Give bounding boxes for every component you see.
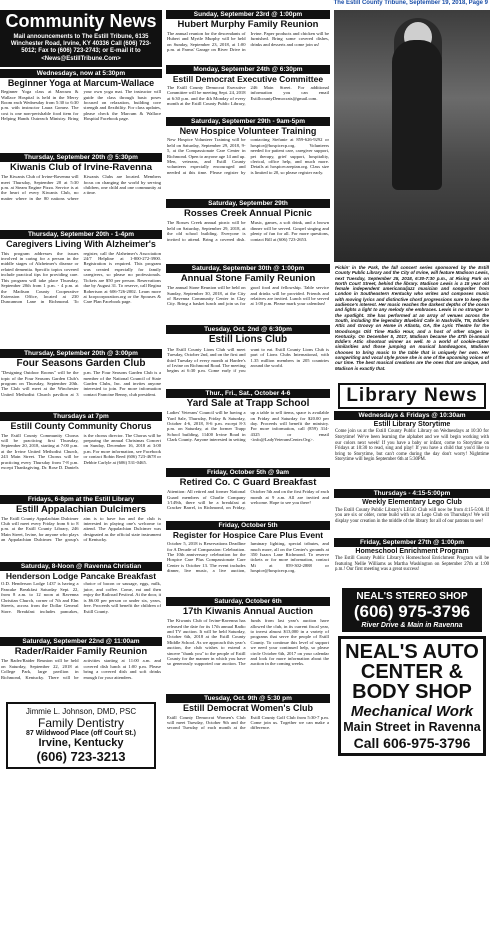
event-body: Attention: All retired and former National Guard members of Charlie Company 1/149th, there will be a breakfast at Cracker Barrel, in Richmond, on Friday, October 5th and on the first Friday of each month at 9 a.m. All are invited and welcome. Hope to see you there!: [167, 489, 329, 511]
event-body: The Kiwanis Club of Irvine-Ravenna has released the date for its 17th annual Radio and TV auction. It will be held Saturday, October 6th, 2018 at the Estill County Middle School. As we approach this year's auction, the club wishes to extend a sincere "thank you" to the people of Estill County for the manner in which you have so generously supported our auction. The funds from last year's auction have allowed the club, in its current fiscal year, to invest almost $13,000 in a variety of programs that serve the people of Estill County. To continue this level of support we need your continued help, so please circle October 6th, 2017 on your calendar and look for more information about the auction in the coming weeks.: [167, 618, 329, 667]
ad-neals-auto: [338, 636, 486, 756]
event-body: This program addresses the issues involved in caring for a person in the middle stages of Alzheimer's disease or related dementia. Specific topics covered include practical tips for providing care. This program will take place Thursday, September 20th from 1 p.m. - 4 p.m. at the Madison County Cooperative Extension Office, located at 230 Duncannon Lane in Richmond. To register, call the Alzheimer's Association 24/7 Helpline at 1-800-272-3900. Registration is required. This program was created especially for family caregivers, so please no professionals. Tickets are $50 per person. Reservations due by August 31. To reserve, call Regina Robertson at 606-726-2002. Learn more at kcopcorporation.org or the Spouses & Care Plan Facebook page.: [1, 250, 161, 305]
community-news-banner: [0, 10, 162, 67]
ad-phone: (606) 975-3796: [353, 602, 471, 622]
madison-lewis-photo: [334, 10, 490, 262]
event-body: O.D. Henderson Lodge 1437 is having a Pancake Breakfast Saturday Sept. 22, from 8 a.m. to 12 noon at Ravenna Christian Church, corner of 7th and Elm Streets, across from the Dollar General Store. Breakfast includes pancakes, choice of bacon or sausage, eggs, milk, juice, and coffee. Come, eat and then enjoy the Railroad Festival. At the door, it is $6.00 per person or under six, years, free. Proceeds will benefit the children of Estill County.: [1, 581, 161, 614]
event-headline: Estill Appalachian Dulcimers: [15, 503, 147, 515]
ad-phone: (606) 723-3213: [36, 749, 126, 765]
event-body: The Estill County Democrat Executive Committee will be meeting Sept. 24, 2018 at 6:30 p.m. and the 4th Monday of every month at the Estill County Public Library, 246 Main Street. For additional information you can email EstillcountyDemocrats@gmail.com.: [167, 84, 329, 107]
event-body: "Designing Outdoor Rooms" will be the topic of the Four Seasons Garden Club's program on Thursday, September 20th. The Club will meet at the Winchester United Methodist Church pavilion at 3 p.m. The Four Seasons Garden Club is a member of the National Council of State Garden Clubs, Inc. and invites anyone interested to join. For more information contact Francine Benny, club president.: [1, 370, 161, 397]
ad-line: BODY SHOP: [352, 681, 472, 704]
event-date-bar: Sunday, September 23rd @ 1:00pm: [166, 10, 330, 19]
ad-line: River Drive & Main in Ravenna: [361, 622, 463, 630]
ad-line: Main Street in Ravenna: [343, 720, 481, 735]
event-body: October 5, 2018 is Reservations Deadline for A Decade of Compassion: Celebration. The 10th anniversary celebration for the Hospice Care Plus Compassionate Care Center is October 13. The event includes dinner, live music, a live auction, luminary lighting, special tributes, and much more, all on the Center's grounds at 350 Isaacs Lane Richmond. To reserve tickets or for more information, contact Mi at 859-302-2888 or hospice@hospicecp.org.: [167, 541, 329, 574]
event-date-bar: Tuesday, Oct. 9th @ 5:30 pm: [166, 694, 330, 703]
page-header: [0, 0, 492, 8]
event-date-bar: Saturday, September 22nd @ 11:00am: [0, 637, 162, 646]
ad-line: CENTER &: [360, 661, 464, 684]
event-headline: Estill Democrat Women's Club: [183, 703, 313, 714]
event-headline: Four Seasons Garden Club: [16, 357, 146, 369]
event-headline: Estill County Community Chorus: [10, 421, 152, 432]
ad-line: Irvine, Kentucky: [38, 737, 124, 750]
event-date-bar: Saturday, 8-Noon @ Ravenna Christian: [0, 562, 162, 571]
event-body: Estill County Democrat Women's Club will meet Tuesday, October 9th and the second Tuesday of each month at the Estill County Golf Club from 5:30-7 p.m. Come join us. Together we can make a difference.: [167, 714, 329, 731]
event-date-bar: Wednesdays & Fridays @ 10:30am: [334, 411, 490, 420]
event-body: The Estill County Public Library's LEGO Club will now be from 4:15-5:00. If you are six or older, come build with us at Lego Club on Thursdays! We will display your creation in the middle of the library for all of our patrons to see!: [335, 507, 489, 524]
event-body: The Estill County Lions Club will meet Tuesday, October 2nd, and on the first and third Tuesday of every month at Hardee's of Irvine on Richmond Road. The meeting begins at 6:30 p.m. Come early if you want to eat. Estill County Lions Club is part of Lions Clubs International, with 1.35 million members in 205 countries around the world.: [167, 346, 329, 374]
event-headline: Homeschool Enrichment Program: [355, 547, 469, 555]
community-news-mail-info: Mail announcements to The Estill Tribune, 6135 Winchester Road, Irvine, KY 40336 Call (606) 723-5012; Fax to (606) 723-2743; or E-mail it to <News@EstillTribune.Com>: [10, 34, 152, 62]
event-body: Beginner Yoga class at Marcum & Wallace Hospital is held in the Merry Room each Wednesday from 5:30 to 6:30 p.m. with instructor Laura Gomez. The cost is one non-perishable food item for Helping Hands Outreach Ministry. Bring your own yoga mat. The instructor will guide the class through basic poses focused on relaxation, building core strength and flexibility. For class updates, please check the Marcum & Wallace Hospital Facebook page.: [1, 89, 161, 122]
event-date-bar: Fridays, 6-8pm at the Estill Library: [0, 495, 162, 504]
event-date-bar: Thur., Fri., Sat., October 4-6: [166, 389, 330, 398]
event-body: The Estill County Public Library's Homeschool Enrichment Program will be featuring Nellie Williams as Martha Washington on September 27th at 1:00 p.m.! Our first meeting was a great success!: [335, 556, 489, 573]
event-body: The annual Stone Reunion will be held on Sunday, September 30, 2018, at the City of Ravenna Community Center in Clay City. Bring a basket lunch and join us for good food and fellowship. Table service and drinks will be provided. Friends and relatives are invited. Lunch will be served at 1:00 p.m. Please mark your calendars!: [167, 285, 329, 307]
community-news-title: Community News: [5, 11, 157, 31]
library-news-banner: [334, 383, 490, 409]
ad-line: Family Dentistry: [37, 716, 124, 731]
event-body: The Kiwanis Club of Irvine-Ravenna will meet Thursday, September 20 at 5:30 p.m. at Steam Engine Pizza. Service is at the heart of every Kiwanis Club, no matter where in the 80 nations where Kiwanis Clubs are located. Members focus on changing the world by serving children, one child and one community at a time.: [1, 174, 161, 201]
column-middle: [166, 10, 330, 745]
event-headline: Kiwanis Club of Irvine-Ravenna: [10, 162, 152, 174]
event-headline: Retired Co. C Guard Breakfast: [179, 477, 317, 489]
event-headline: Estill Lions Club: [208, 334, 288, 346]
event-headline: Yard Sale at Trapp School: [186, 397, 310, 409]
event-headline: Caregivers Living With Alzheimer's: [6, 239, 156, 250]
event-headline: Estill Library Storytime: [373, 421, 451, 428]
event-body: The annual reunion for the descendants of Hubert and Myrtle Murphy will be held on Sunday, September 23, 2018, at 1:00 p.m. at Farms' Garage on River Drive in Irvine. Paper products and chicken will be furnished. Bring some covered dishes, drinks and desserts and come join us!: [167, 30, 329, 53]
event-headline: Estill Democrat Executive Committee: [172, 73, 324, 84]
event-headline: Rosses Creek Annual Picnic: [184, 208, 312, 220]
event-date-bar: Saturday, September 29th - 9am-5pm: [166, 117, 330, 126]
ad-johnson-dentistry: [6, 702, 156, 769]
ad-line: Jimmie L. Johnson, DMD, PSC: [25, 707, 137, 717]
event-date-bar: Thursday, September 20th - 1-4pm: [0, 230, 162, 239]
event-date-bar: Friday, October 5th: [166, 521, 330, 530]
event-body: The Estill County Community Chorus will be practicing first Thursday, September 20, 2018, starting at 7:00 p.m. at the Irvine United Methodist Church, 243 Main Street. The Chorus will be practicing every Thursday from 7-8 p.m. except Thanksgiving. Dr. Rose D. Daniels is the chorus director. The Chorus will be preparing the annual Christmas Concert on Sunday, December 16, 2018 at 3:00 p.m. For more information, see Facebook or contact Robin Reed (606) 723-4678 or Debbie Carlyle at (606) 531-0465.: [1, 432, 161, 471]
event-body: Come join us at the Estill County Public Library on Wednesdays at 10:30 for Storytime! We've been learning the alphabet and we will begin working with our colors next week! If you have a baby or infant, come to Storytime on Fridays at 10:30 to read, sing and play! If you have a child that you'd like to bring to Storytime, but can't come during the day don't worry! Nighttime Storytime will begin September 6th at 5:30PM.: [335, 429, 489, 463]
event-headline: Register for Hospice Care Plus Event: [172, 530, 324, 541]
event-date-bar: Thursday, September 20th @ 5:30pm: [0, 153, 162, 162]
event-body: The Estill County Appalachian Dulcimer Club will meet every Friday from 6 to 8 p.m. at the Estill County Library, 246 Main Street, Irvine, for anyone who plays an Appalachian Dulcimer. The group's aim is to have fun and the club is interested in playing one's welcome to attend. The Appalachian Dulcimer was designated as the official state instrument of Kentucky.: [1, 515, 161, 543]
ad-neals-stereo: [342, 588, 482, 632]
event-body: Ladies' Veterans' Council will be having a Yard Sale, Thursday, Friday & Saturday, October 4-6, 2018, 8-6 p.m. except 8-3 p.m. on Saturday, at the former Trapp School building, 11400 Irvine Road in Clark County. Anyone interested in setting up a table to sell items, space is available on Friday and Saturday for $20.00 per day. Proceeds will benefit the ministry. For more information, call (859) 314-4325 or email <info@LadyVeteransCenter.Org>.: [167, 410, 329, 443]
library-news-title: Library News: [338, 383, 485, 409]
ad-line: NEAL'S STEREO SHOP: [356, 591, 468, 603]
event-date-bar: Friday, October 5th @ 9am: [166, 468, 330, 477]
ad-line: 87 Wildwood Place (off Court St.): [26, 730, 136, 738]
event-body: The Rader/Raider Reunion will be held on Saturday, September 22, 2018 at College Park, large pavilion in Richmond, Kentucky. There will be activities starting at 11:00 a.m. and covered dish lunch at 1:00 p.m. Please bring a covered dish and soft drinks enough for your attendees.: [1, 658, 161, 680]
page-line: The Estill County Tribune, September 19, 2018, Page 9: [333, 0, 488, 6]
ad-line: Mechanical Work: [350, 703, 474, 721]
event-headline: Beginner Yoga at Marcum-Wallace: [7, 77, 155, 88]
event-headline: Rader/Raider Family Reunion: [14, 646, 148, 658]
event-headline: 17th Kiwanis Annual Auction: [182, 606, 314, 618]
ad-line: NEAL'S AUTO: [345, 641, 479, 664]
event-date-bar: Thursdays - 4:15-5:00pm: [334, 489, 490, 498]
event-date-bar: Wednesdays, now at 5:30pm: [0, 69, 162, 78]
event-headline: Annual Stone Family Reunion: [180, 273, 316, 285]
column-left: [0, 10, 162, 769]
event-headline: New Hospice Volunteer Training: [179, 125, 317, 136]
event-date-bar: Thursday, September 20th @ 3:00pm: [0, 349, 162, 358]
event-headline: Hubert Murphy Family Reunion: [177, 19, 319, 30]
event-date-bar: Saturday, September 29th: [166, 199, 330, 208]
photo-caption: Pickin' in the Park, the fall concert series sponsored by the Estill County Public Library and the City of Irvine, will feature Madison Lewis, next Tuesday, September 25, 2018, 6:30-7:30 p.m., at Rising Park on North Court Street, behind the library. Madison Lewis is a 15 year old female independent americana/jazz musician and songwriter from London in Southeastern Kentucky who writes and composes music with moving lyrics and distinctive chord progressions sure to keep the audience's interest. Her music reaches the darkest depths of the ocean and lights a light to any melody she embraces. Lewis is no stranger to the spotlight. She has performed at an array of venues across the South, including the legendary Bluebird Cafe in Nashville, TN, Eddie's Attic and Groovy on Home in Atlanta, GA, the Lyric Theatre for the Woodsongs Old Time Radio Hour, and a host of other stages in Kentucky. On December 5, 2017, Madison became the 47th bi-annual Eddie's Attic shootout winner as well. In a world of cookie-cutter similarities and those jumping on musical bandwagons, Madison chooses to bring music to the table that is uniquely her own. Her songwriting and vocal style prove she is one of the upcoming voices of our time. The best musical creations are the ones that are unique, and Madison is exactly that.: [335, 265, 489, 371]
event-date-bar: Friday, September 27th @ 1:00pm: [334, 538, 490, 547]
event-body: New Hospice Volunteer Training will be held on Saturday, September 29, 2018, 9-5, at the Compassionate Care Center in Richmond. Open to anyone age 14 and up. Men, veterans, and Estill County volunteers especially encouraged and needed at this time. Please register by contacting Stefanie at 859-626-9292 or hospice@hospicecp.org. Volunteers needed for patient care, caregiver support, pet therapy, grief support, hospitality, clerical, office help, and much more. Details at hospicecarepian.org. Class size is limited to 20, so please register early.: [167, 137, 329, 175]
column-right: [334, 10, 490, 756]
event-date-bar: Saturday, September 30th @ 1:00pm: [166, 264, 330, 273]
event-date-bar: Monday, September 24th @ 6:30pm: [166, 65, 330, 74]
event-headline: Henderson Lodge Pancake Breakfast: [5, 570, 157, 581]
event-body: The Rosses Creek annual picnic will be held on Saturday, September 29, 2018, at the old school building. Everyone is invited to attend. Bring a covered dish. Music, games, a soft drink, and a brown dinner will be served. Gospel singing and plenty of fun for all. For more questions, contact Bill at (606) 723-2653.: [167, 220, 329, 242]
event-headline: Weekly Elementary Lego Club: [362, 499, 462, 507]
event-date-bar: Saturday, October 6th: [166, 597, 330, 606]
event-date-bar: Tuesday, Oct. 2nd @ 6:30pm: [166, 325, 330, 334]
event-date-bar: Thursdays at 7pm: [0, 412, 162, 421]
ad-phone: Call 606-975-3796: [353, 734, 471, 751]
